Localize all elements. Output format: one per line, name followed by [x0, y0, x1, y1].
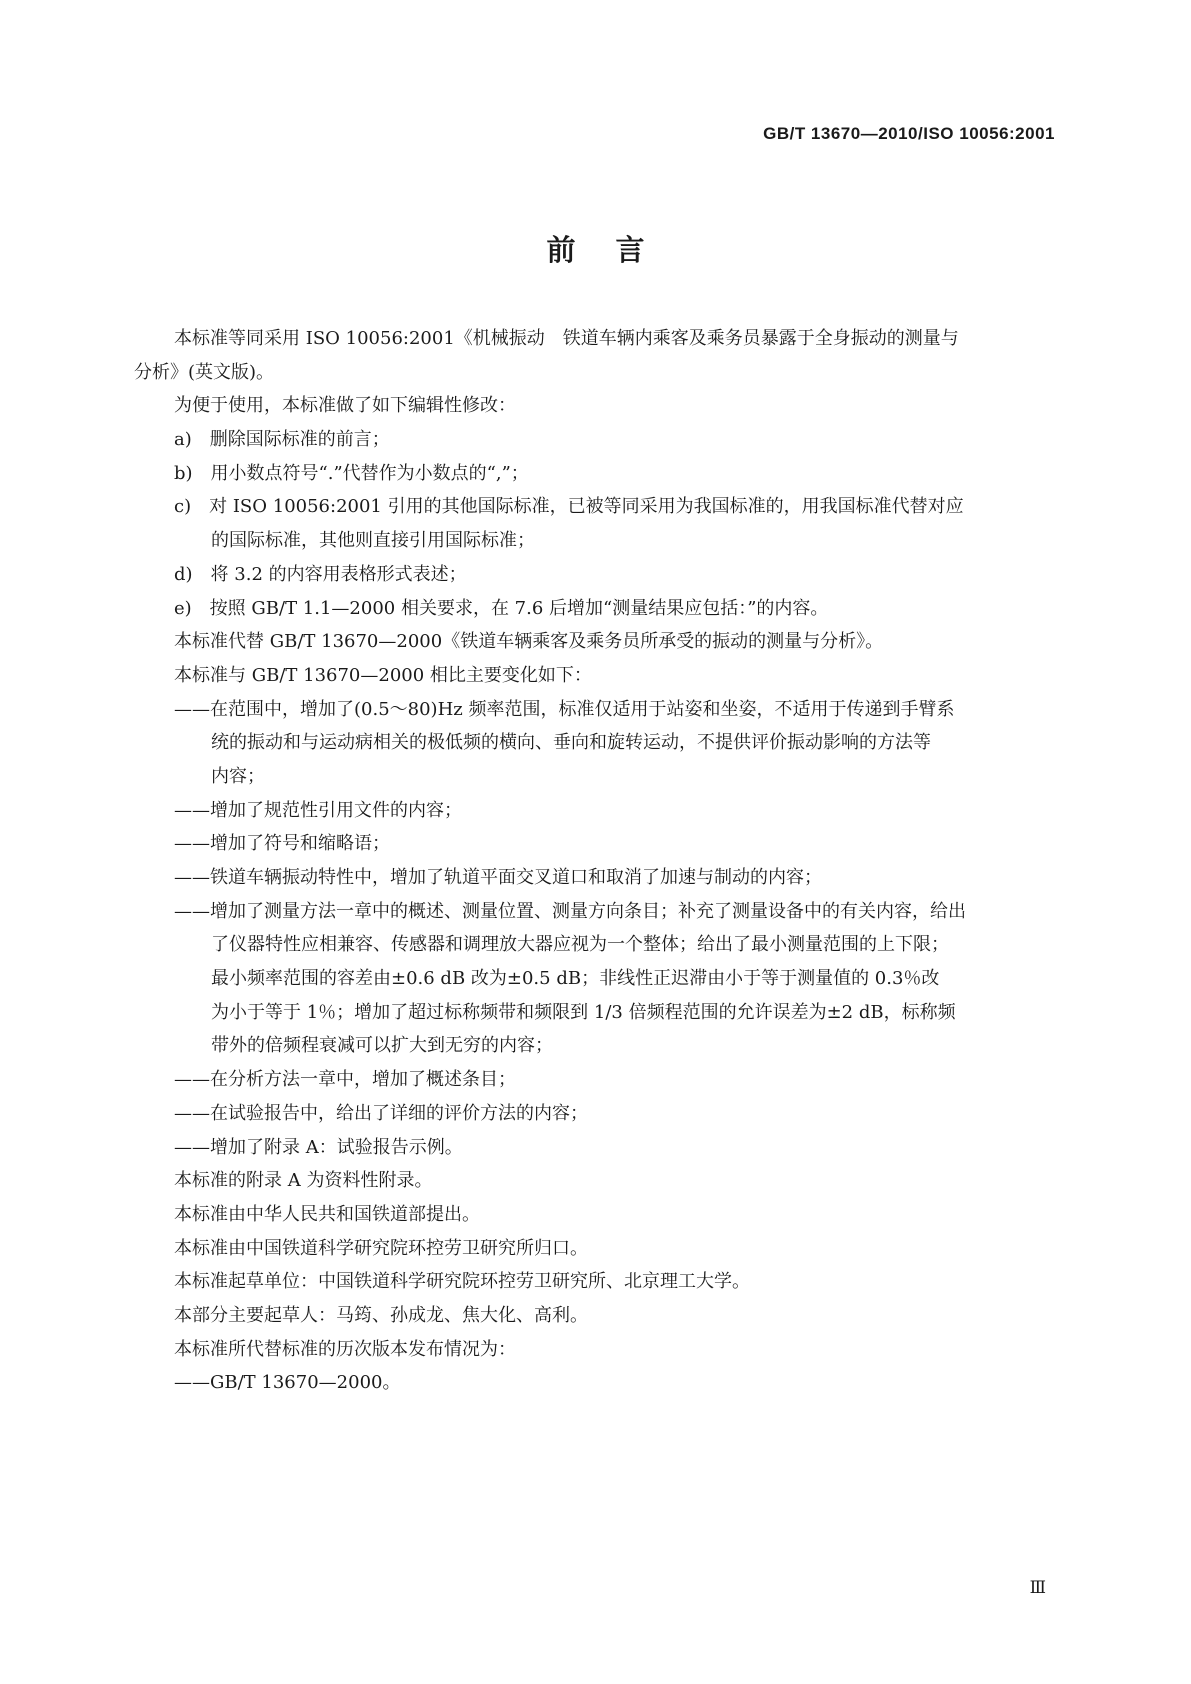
text-line: 本标准所代替标准的历次版本发布情况为：	[174, 1338, 516, 1360]
list-item: c) 对 ISO 10056:2001 引用的其他国际标准，已被等同采用为我国标准的，用我国标准代替对应	[174, 496, 964, 518]
text-line: 分析》(英文版)。	[134, 361, 275, 383]
dash-item-continuation: 带外的倍频程衰减可以扩大到无穷的内容；	[211, 1035, 553, 1057]
dash-item-continuation: 了仪器特性应相兼容、传感器和调理放大器应视为一个整体；给出了最小测量范围的上下限；	[211, 934, 949, 956]
dash-item-continuation: 为小于等于 1％；增加了超过标称频带和频限到 1/3 倍频程范围的允许误差为±2 dB，标称频	[211, 1001, 956, 1023]
dash-item-continuation: 统的振动和与运动病相关的极低频的横向、垂向和旋转运动，不提供评价振动影响的方法等	[211, 732, 931, 754]
dash-item: ——在试验报告中，给出了详细的评价方法的内容；	[174, 1102, 588, 1124]
text-line: 本标准的附录 A 为资料性附录。	[174, 1170, 433, 1192]
text-line: 为便于使用，本标准做了如下编辑性修改：	[174, 395, 516, 417]
page-title: 前言	[546, 233, 685, 267]
dash-item-continuation: 最小频率范围的容差由±0.6 dB 改为±0.5 dB；非线性正迟滞由小于等于测量值的 0.3％改	[211, 968, 940, 990]
text-line: 本标准由中华人民共和国铁道部提出。	[174, 1203, 480, 1225]
dash-item: ——增加了符号和缩略语；	[174, 833, 390, 855]
text-line: 本标准与 GB/T 13670—2000 相比主要变化如下：	[174, 664, 592, 686]
dash-item: ——增加了附录 A：试验报告示例。	[174, 1136, 463, 1158]
page-number: Ⅲ	[1029, 1578, 1045, 1598]
dash-item-continuation: 内容；	[211, 765, 265, 787]
preface-body	[134, 322, 1054, 1400]
text-line: 本标准代替 GB/T 13670—2000《铁道车辆乘客及乘务员所承受的振动的测量与分析》。	[174, 631, 884, 653]
list-item: d) 将 3.2 的内容用表格形式表述；	[174, 563, 467, 585]
dash-item: ——增加了测量方法一章中的概述、测量位置、测量方向条目；补充了测量设备中的有关内容，给出	[174, 900, 966, 922]
text-line: 本标准起草单位：中国铁道科学研究院环控劳卫研究所、北京理工大学。	[174, 1271, 750, 1293]
dash-item: ——在分析方法一章中，增加了概述条目；	[174, 1069, 516, 1091]
list-item: a) 删除国际标准的前言；	[174, 429, 390, 451]
dash-item: ——增加了规范性引用文件的内容；	[174, 799, 462, 821]
dash-item: ——在范围中，增加了(0.5～80)Hz 频率范围，标准仅适用于站姿和坐姿，不适用于传递到手臂系	[174, 698, 955, 720]
dash-item: ——GB/T 13670—2000。	[174, 1372, 401, 1394]
standard-code: GB/T 13670—2010/ISO 10056:2001	[763, 124, 1055, 143]
text-line: 本标准等同采用 ISO 10056:2001《机械振动 铁道车辆内乘客及乘务员暴露于全身振动的测量与	[174, 328, 959, 349]
list-item: e) 按照 GB/T 1.1—2000 相关要求，在 7.6 后增加“测量结果应包括：”的内容。	[174, 597, 829, 619]
text-line: 本标准由中国铁道科学研究院环控劳卫研究所归口。	[174, 1237, 588, 1259]
list-item: b) 用小数点符号“.”代替作为小数点的“,”；	[174, 462, 529, 484]
text-line: 本部分主要起草人：马筠、孙成龙、焦大化、高利。	[174, 1304, 588, 1326]
dash-item: ——铁道车辆振动特性中，增加了轨道平面交叉道口和取消了加速与制动的内容；	[174, 867, 822, 888]
list-item-continuation: 的国际标准，其他则直接引用国际标准；	[211, 530, 535, 552]
